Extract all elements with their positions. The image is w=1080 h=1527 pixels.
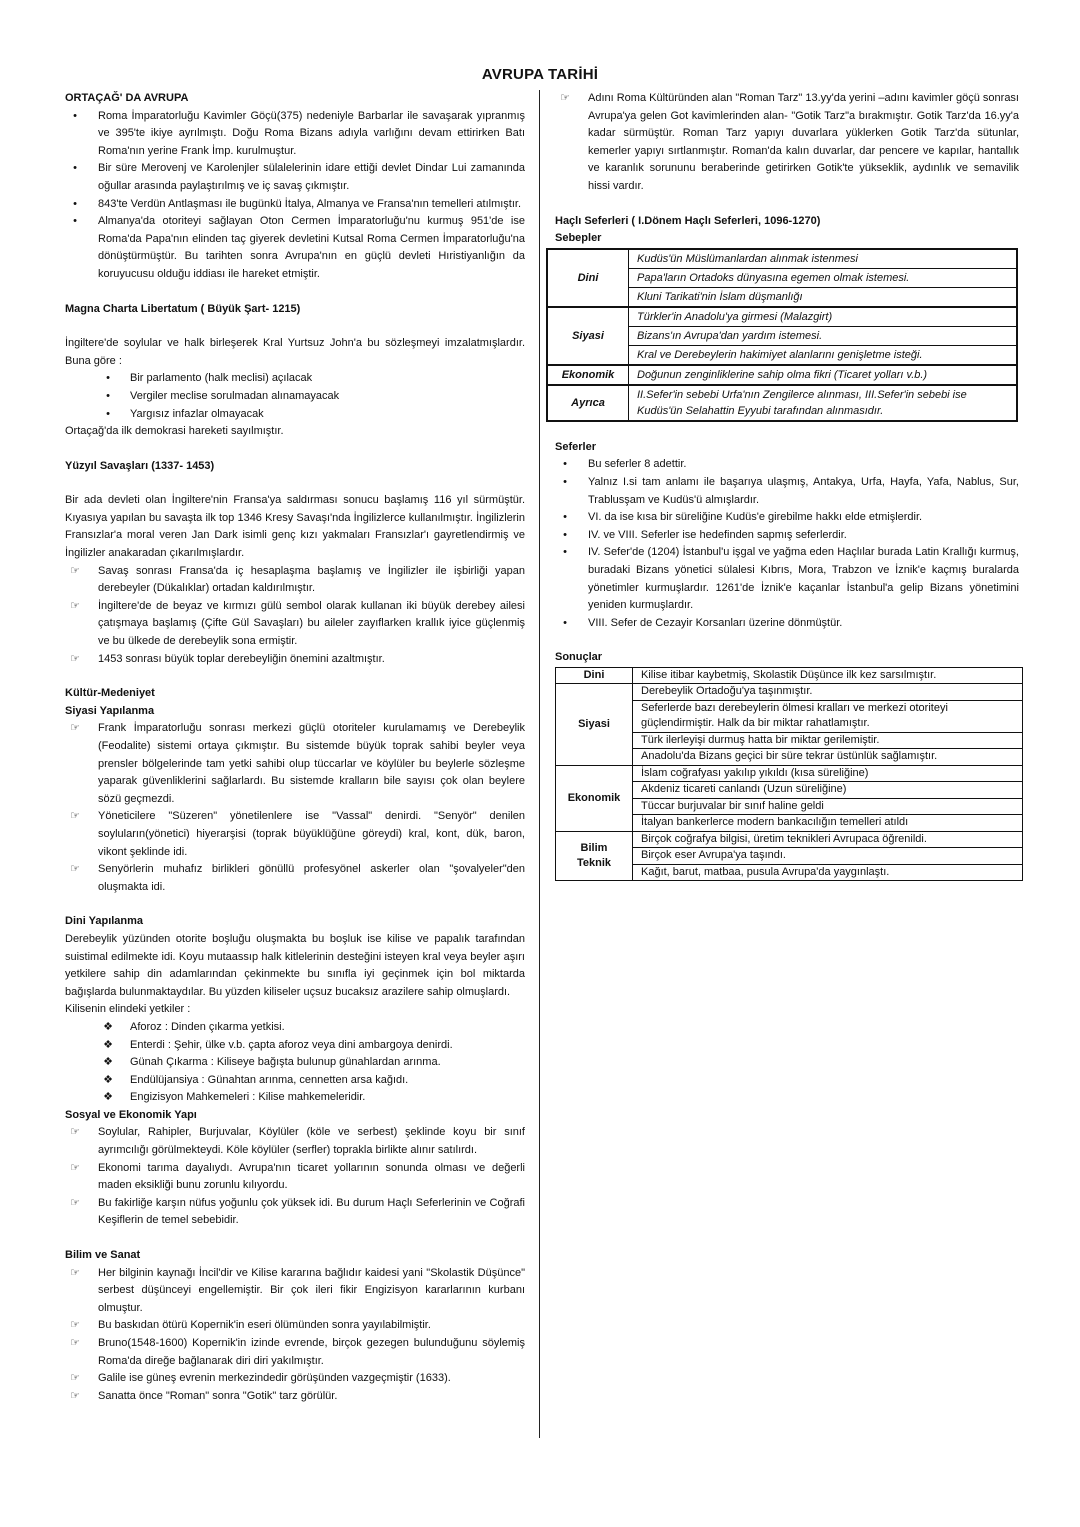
list-item: [555, 615, 1019, 633]
list-item: [65, 1019, 525, 1037]
diamond-icon: ❖: [103, 1073, 113, 1086]
magna-outro: Ortaçağ'da ilk demokrasi hareketi sayılmıştır.: [65, 425, 284, 438]
siyasi-list: [65, 720, 525, 896]
table-row: [556, 831, 1023, 848]
hand-icon: ☞: [70, 1389, 80, 1402]
hand-icon: ☞: [70, 1372, 80, 1385]
list-item-text: Vergiler meclise sorulmadan alınamayacak: [130, 389, 340, 402]
hand-icon: ☞: [70, 599, 80, 612]
table-cell: Kağıt, barut, matbaa, pusula Avrupa'da yaygınlaştı.: [633, 864, 1023, 881]
sosyal-list: [65, 1124, 525, 1230]
list-item: [65, 406, 525, 424]
list-item: [65, 1124, 525, 1159]
hand-icon: ☞: [70, 1266, 80, 1279]
list-item: [65, 1335, 525, 1370]
list-item: [555, 456, 1019, 474]
section-heading-siyasi: Siyasi Yapılanma: [65, 704, 155, 717]
yuzyil-intro: Bir ada devleti olan İngiltere'nin Fransa'ya saldırması sonucu başlamış 116 yıl sürmüştür. Kıyasıya yapılan bu savaşta ilk top 1346 Kresy Savaşı'nda İngilizlerce kullanılmıştır. İngilizlerin Fransızlar'a moral veren Jan Dark isimli genç kızı yakmaları Fransızlar'ı gayretlendirmiş ve İngilizler anakaradan çıkarılmışlardır.: [65, 494, 525, 560]
list-item: [65, 196, 525, 214]
list-item-text: 843'te Verdün Antlaşması ile bugünkü İtalya, Almanya ve Fransa'nın temelleri atılmıştır.: [98, 197, 522, 210]
table-cell: Türk ilerleyişi durmuş hatta bir miktar gerilemiştir.: [633, 732, 1023, 749]
table-cell: Derebeylik Ortadoğu'ya taşınmıştır.: [633, 684, 1023, 701]
category-cell: Dini: [556, 667, 633, 684]
list-item-text: Günah Çıkarma : Kiliseye bağışta bulunup günahlardan arınma.: [130, 1056, 441, 1069]
table-cell: Kluni Tarikati'nin İslam düşmanlığı: [629, 287, 1018, 307]
category-cell: Ekonomik: [556, 765, 633, 831]
list-item-text: Aforoz : Dinden çıkarma yetkisi.: [130, 1020, 285, 1033]
list-item-text: Yalnız I.si tam anlamı ile başarıya ulaşmış, Antakya, Urfa, Hayfa, Yafa, Nablus, Sur, Trablusşam ve Kudüs'ü almışlardır.: [588, 475, 1019, 506]
bullet-icon: •: [563, 616, 567, 629]
hand-icon: ☞: [70, 1337, 80, 1349]
table-row: [556, 765, 1023, 782]
section-heading-ortacag: ORTAÇAĞ' DA AVRUPA: [65, 92, 189, 104]
section-heading-sonuclar: Sonuçlar: [555, 651, 603, 664]
list-item: [65, 1388, 525, 1406]
category-cell: Dini: [547, 249, 629, 307]
hand-icon: ☞: [70, 1319, 80, 1332]
list-item-text: Enterdi : Şehir, ülke v.b. çapta aforoz veya dini ambargoya denirdi.: [130, 1038, 453, 1051]
table-row: [547, 365, 1017, 385]
list-item-text: Bu seferler 8 adettir.: [588, 458, 687, 471]
list-item: [65, 598, 525, 651]
list-item-text: VI. da ise kısa bir süreliğine Kudüs'e girebilme hakkı elde etmişlerdir.: [588, 511, 923, 524]
table-cell: Anadolu'da Bizans geçici bir süre tekrar üstünlük sağlamıştır.: [633, 749, 1023, 766]
list-item-text: Her bilginin kaynağı İncil'dir ve Kilise kararına bağlıdır kaidesi yani "Skolastik Düşünce" serbest düşünceyi engellemiştir. Bir çok ileri fikir Engizisyon kararlarının kurbanı olmuştur.: [98, 1266, 525, 1314]
category-cell: Siyasi: [547, 307, 629, 365]
list-item-text: Sanatta önce "Roman" sonra "Gotik" tarz görülür.: [98, 1389, 338, 1402]
list-item: [65, 1160, 525, 1195]
bilim-list: [65, 1265, 525, 1406]
sebepler-table: [546, 248, 1018, 422]
table-cell: Doğunun zenginliklerine sahip olma fikri (Ticaret yolları v.b.): [629, 365, 1018, 385]
list-item-text: İngiltere'de de beyaz ve kırmızı gülü sembol olarak kullanan iki büyük derebey ailesi çatışmaya başlamış (Çifte Gül Savaşları) bu aileler zayıflarken krallık iyice güçlenmiş ve bu ülkede de derebeylik sona ermiştir.: [98, 599, 525, 648]
list-item: [555, 544, 1019, 614]
hand-icon: ☞: [560, 92, 570, 104]
section-heading-bilim: Bilim ve Sanat: [65, 1249, 141, 1262]
table-cell: Birçok coğrafya bilgisi, üretim teknikleri Avrupaca öğrenildi.: [633, 831, 1023, 848]
kilise-intro: Kilisenin elindeki yetkiler :: [65, 1003, 191, 1016]
table-cell: Birçok eser Avrupa'ya taşındı.: [633, 848, 1023, 865]
list-item-text: Yöneticilere "Süzeren" yönetilenlere ise "Vassal" denirdi. "Senyör" denilen soyluların(yönetici) hiyerarşisi (toprak büyüklüğüne göreydi) kral, kont, dük, baron, vikont şeklinde idi.: [98, 810, 525, 858]
page-title: AVRUPA TARİHİ: [481, 66, 599, 83]
table-cell: İslam coğrafyası yakılıp yıkıldı (kısa süreliğine): [633, 765, 1023, 782]
list-item-text: Soylular, Rahipler, Burjuvalar, Köylüler (köle ve serbest) şeklinde koyu bir sınıf ayrımcılığı görülmekteydi. Köle köylüler (serfler) toprakla birlikte alınır satılırdı.: [98, 1126, 525, 1157]
bullet-icon: •: [106, 407, 110, 420]
list-item: [65, 370, 525, 388]
roman-list: [555, 90, 1019, 196]
list-item-text: Bir süre Merovenj ve Karolenjler sülalelerinin idare ettiği devlet Dindar Lui zamanında oğullar arasında paylaştırılmış ve iç savaş çıkmıştır.: [98, 162, 525, 192]
diamond-icon: ❖: [103, 1056, 113, 1069]
list-item-text: Almanya'da otoriteyi sağlayan Oton Cermen İmparatorluğu'nu kurmuş 951'de ise Roma'da Papa'nın elinden taç giyerek devletini Kutsal Roma Cermen İmparatorluğu'na dönüştürmüştür. Bu tarihten sonra Avrupa'nın en güçlü devleti Hıristiyanlığın da koruyucusu olduğu iddiası ile hareket etmiştir.: [98, 215, 525, 280]
list-item: [65, 1054, 525, 1072]
list-item: [555, 509, 1019, 527]
list-item: [65, 1089, 525, 1107]
sonuclar-table: [555, 667, 1023, 882]
hand-icon: ☞: [70, 1161, 80, 1174]
hand-icon: ☞: [70, 722, 80, 735]
bullet-icon: •: [563, 528, 567, 541]
section-heading-yuzyil: Yüzyıl Savaşları (1337- 1453): [65, 459, 215, 472]
list-item: [65, 108, 525, 161]
table-cell: II.Sefer'in sebebi Urfa'nın Zengilerce alınması, III.Sefer'in sebebi ise Kudüs'ün Selahattin Eyyubi tarafından alınmasıdır.: [629, 385, 1018, 421]
table-cell: Tüccar burjuvalar bir sınıf haline geldi: [633, 798, 1023, 815]
list-item-text: Bir parlamento (halk meclisi) açılacak: [130, 372, 313, 385]
section-heading-magna: Magna Charta Libertatum ( Büyük Şart- 1215): [65, 302, 301, 315]
hand-icon: ☞: [70, 652, 80, 665]
list-item-text: Bruno(1548-1600) Kopernik'in izinde evrende, birçok gezegen bulunduğunu söylemiş Roma'da direğe bağlanarak diri diri yakılmıştır.: [98, 1337, 525, 1367]
section-heading-kultur: Kültür-Medeniyet: [65, 687, 155, 700]
seferler-list: [555, 456, 1019, 632]
bullet-icon: •: [73, 162, 77, 175]
list-item: [65, 1370, 525, 1388]
hand-icon: ☞: [70, 1196, 80, 1209]
bullet-icon: •: [73, 109, 77, 122]
category-cell: Ekonomik: [547, 365, 629, 385]
list-item: [555, 527, 1019, 545]
list-item: [65, 1265, 525, 1318]
yuzyil-list: [65, 563, 525, 669]
list-item: [65, 1317, 525, 1335]
list-item-text: IV. ve VIII. Seferler ise hedefinden sapmış seferlerdir.: [588, 528, 847, 541]
table-cell: Seferlerde bazı derebeylerin ölmesi kralları ve merkezi otoriteyi güçlendirmiştir. Halk da bir miktar rahatlamıştır.: [633, 700, 1023, 732]
hand-icon: ☞: [70, 1126, 80, 1139]
list-item-text: Bu baskıdan ötürü Kopernik'in eseri ölümünden sonra yayılabilmiştir.: [98, 1319, 431, 1332]
table-row: [547, 307, 1017, 327]
dini-paragraph: Derebeylik yüzünden otorite boşluğu oluşmakta bu boşluk ise kilise ve papalık tarafından suistimal edilmekte idi. Koyu mutaassıp halk kitlelerinin desteğini isteyen kral veya beyler aşırı yetkilere sahip din adamlarından çekinmekte bu sınıfla iyi geçinmek için bol miktarda bağışlarda bulunmaktaydılar. Bu yüzden kiliseler uçsuz bucaksız arazilere sahip olmuşlardı.: [65, 932, 525, 998]
table-cell: Akdeniz ticareti canlandı (Uzun süreliğine): [633, 782, 1023, 799]
list-item-text: Yargısız infazlar olmayacak: [130, 407, 264, 420]
list-item: [65, 563, 525, 598]
table-cell: Papa'ların Ortadoks dünyasına egemen olmak istemesi.: [629, 268, 1018, 287]
list-item-text: Endülüjansiya : Günahtan arınma, cennetten arsa kağıdı.: [130, 1073, 409, 1086]
list-item: [65, 160, 525, 195]
list-item: [65, 1072, 525, 1090]
list-item-text: Senyörlerin muhafız birlikleri gönüllü profesyönel askerler olan "şovalyeler"den oluşmakta idi.: [98, 863, 525, 893]
diamond-icon: ❖: [103, 1038, 113, 1051]
magna-intro: İngiltere'de soylular ve halk birleşerek Kral Yurtsuz John'a bu sözleşmeyi imzalatmışlardır. Buna göre :: [65, 337, 525, 367]
table-row: [556, 667, 1023, 684]
list-item: [65, 651, 525, 669]
list-item-text: Engizisyon Mahkemeleri : Kilise mahkemeleridir.: [130, 1091, 366, 1104]
magna-list: [65, 370, 525, 423]
diamond-icon: ❖: [103, 1020, 113, 1033]
bullet-icon: •: [73, 215, 77, 228]
bullet-icon: •: [563, 546, 567, 559]
category-cell: Ayrıca: [547, 385, 629, 421]
bullet-icon: •: [106, 372, 110, 385]
list-item-text: Bu fakirliğe karşın nüfus yoğunlu çok yüksek idi. Bu durum Haçlı Seferlerinin ve Coğrafi Keşiflerin de temel sebebidir.: [98, 1196, 525, 1227]
table-cell: Kral ve Derebeylerin hakimiyet alanlarını genişletme isteği.: [629, 345, 1018, 365]
list-item: [65, 861, 525, 896]
hand-icon: ☞: [70, 863, 80, 876]
column-divider: [539, 90, 540, 1438]
diamond-icon: ❖: [103, 1091, 113, 1104]
section-heading-hacli: Haçlı Seferleri ( I.Dönem Haçlı Seferleri, 1096-1270): [555, 214, 821, 227]
list-item: [555, 474, 1019, 509]
hand-icon: ☞: [70, 810, 80, 823]
list-item: [65, 1195, 525, 1230]
list-item-text: Roma İmparatorluğu Kavimler Göçü(375) nedeniyle Barbarlar ile savaşarak yıpranmış ve 395'te ikiye ayrılmıştı. Doğu Roma Bizans adıyla varlığını devam ettirirken Batı Roma'nın yerine Frank İmp. kurulmuştur.: [98, 109, 525, 157]
list-item: [65, 1037, 525, 1055]
list-item-text: Savaş sonrası Fransa'da iç hesaplaşma başlamış ve İngilizler ile işbirliği yapan derebeyler (Dükalıklar) ortadan kaldırılmıştır.: [98, 564, 525, 595]
list-item-text: Ekonomi tarıma dayalıydı. Avrupa'nın ticaret yollarının sonunda olması ve değerli maden eksikliği bunu zorunlu kılıyordu.: [98, 1161, 525, 1192]
table-cell: İtalyan bankerlerce modern bankacılığın temelleri atıldı: [633, 815, 1023, 832]
bullet-icon: •: [563, 458, 567, 471]
bullet-icon: •: [563, 475, 567, 488]
table-cell: Türkler'in Anadolu'ya girmesi (Malazgirt): [629, 307, 1018, 327]
list-item: [65, 388, 525, 406]
table-cell: Bizans'ın Avrupa'dan yardım istemesi.: [629, 326, 1018, 345]
category-cell: Bilim Teknik: [556, 831, 633, 881]
list-item: [65, 808, 525, 861]
section-heading-dini: Dini Yapılanma: [65, 915, 144, 928]
list-item-text: Galile ise güneş evrenin merkezindedir görüşünden vazgeçmiştir (1633).: [98, 1372, 451, 1385]
section-heading-seferler: Seferler: [555, 440, 596, 453]
list-item: [65, 720, 525, 808]
table-row: [556, 684, 1023, 701]
hand-icon: ☞: [70, 564, 80, 577]
left-column: [65, 90, 525, 1405]
kilise-list: [65, 1019, 525, 1107]
table-cell: Kilise itibar kaybetmiş, Skolastik Düşünce ilk kez sarsılmıştır.: [633, 667, 1023, 684]
bullet-icon: •: [106, 389, 110, 402]
bullet-icon: •: [73, 197, 77, 210]
list-item-text: Frank İmparatorluğu sonrası merkezi güçlü otoriteler kurulamamış ve Derebeylik (Feodalite) sistemi ortaya çıkmıştır. Bu sistemde büyük toprak sahibi beyler veya prensler bölgelerinde tam yetki sahibi olup tüccarlar ve köylüler bu beylerle sözleşme yaparak güvenliklerini sağlarlardı. Bu sistemde kralların bile sayısı çok olan beylere sözü geçmezdi.: [98, 722, 525, 805]
list-item-text: VIII. Sefer de Cezayir Korsanları üzerine dönmüştür.: [588, 616, 843, 629]
table-cell: Kudüs'ün Müslümanlardan alınmak istenmesi: [629, 249, 1018, 269]
bullet-icon: •: [563, 511, 567, 524]
table-row: [547, 249, 1017, 269]
table-row: [547, 385, 1017, 421]
list-item: ☞ Adını Roma Kültüründen alan "Roman Tarz" 13.yy'da yerini –adını kavimler göçü sonrası Avrupa'ya gelen Got kavimlerinden alan- "Gotik Tarz"a bırakmıştır. Gotik Tarz'da 16.yy'a kadar sürmüştür. Roman Tarz yapıyı duvarlara yüklerken Gotik Tarz'da sütunlar, kemerler yapıyı sırtlanmıştır. Roman'da kalın duvarlar, dar pencere ve kapılar, hantallık ve karanlık sorununu beraberinde getirirken Gotik'te yükseklik, aydınlık ve semavilik hissi vardır.: [555, 90, 1019, 196]
list-item-text: 1453 sonrası büyük toplar derebeyliğin önemini azaltmıştır.: [98, 652, 385, 665]
section-heading-sebepler: Sebepler: [555, 232, 602, 245]
right-column: [555, 90, 1019, 881]
ortacag-list: [65, 108, 525, 284]
category-cell: Siyasi: [556, 684, 633, 766]
list-item: [65, 213, 525, 283]
section-heading-sosyal: Sosyal ve Ekonomik Yapı: [65, 1108, 197, 1121]
list-item-text: IV. Sefer'de (1204) İstanbul'u işgal ve yağma eden Haçlılar burada Latin Krallığı kurmuş, buradaki Bizans yönetici sülalesi Kıbrıs, Mora, Trabzon ve İznik'e kaçmış buralarda yönetimler kurmuşlardır. 1261'de İznik'e kaçanlar İstanbul'a gelip Bizans yönetimini yeniden kurmuşlardır.: [588, 546, 1019, 612]
